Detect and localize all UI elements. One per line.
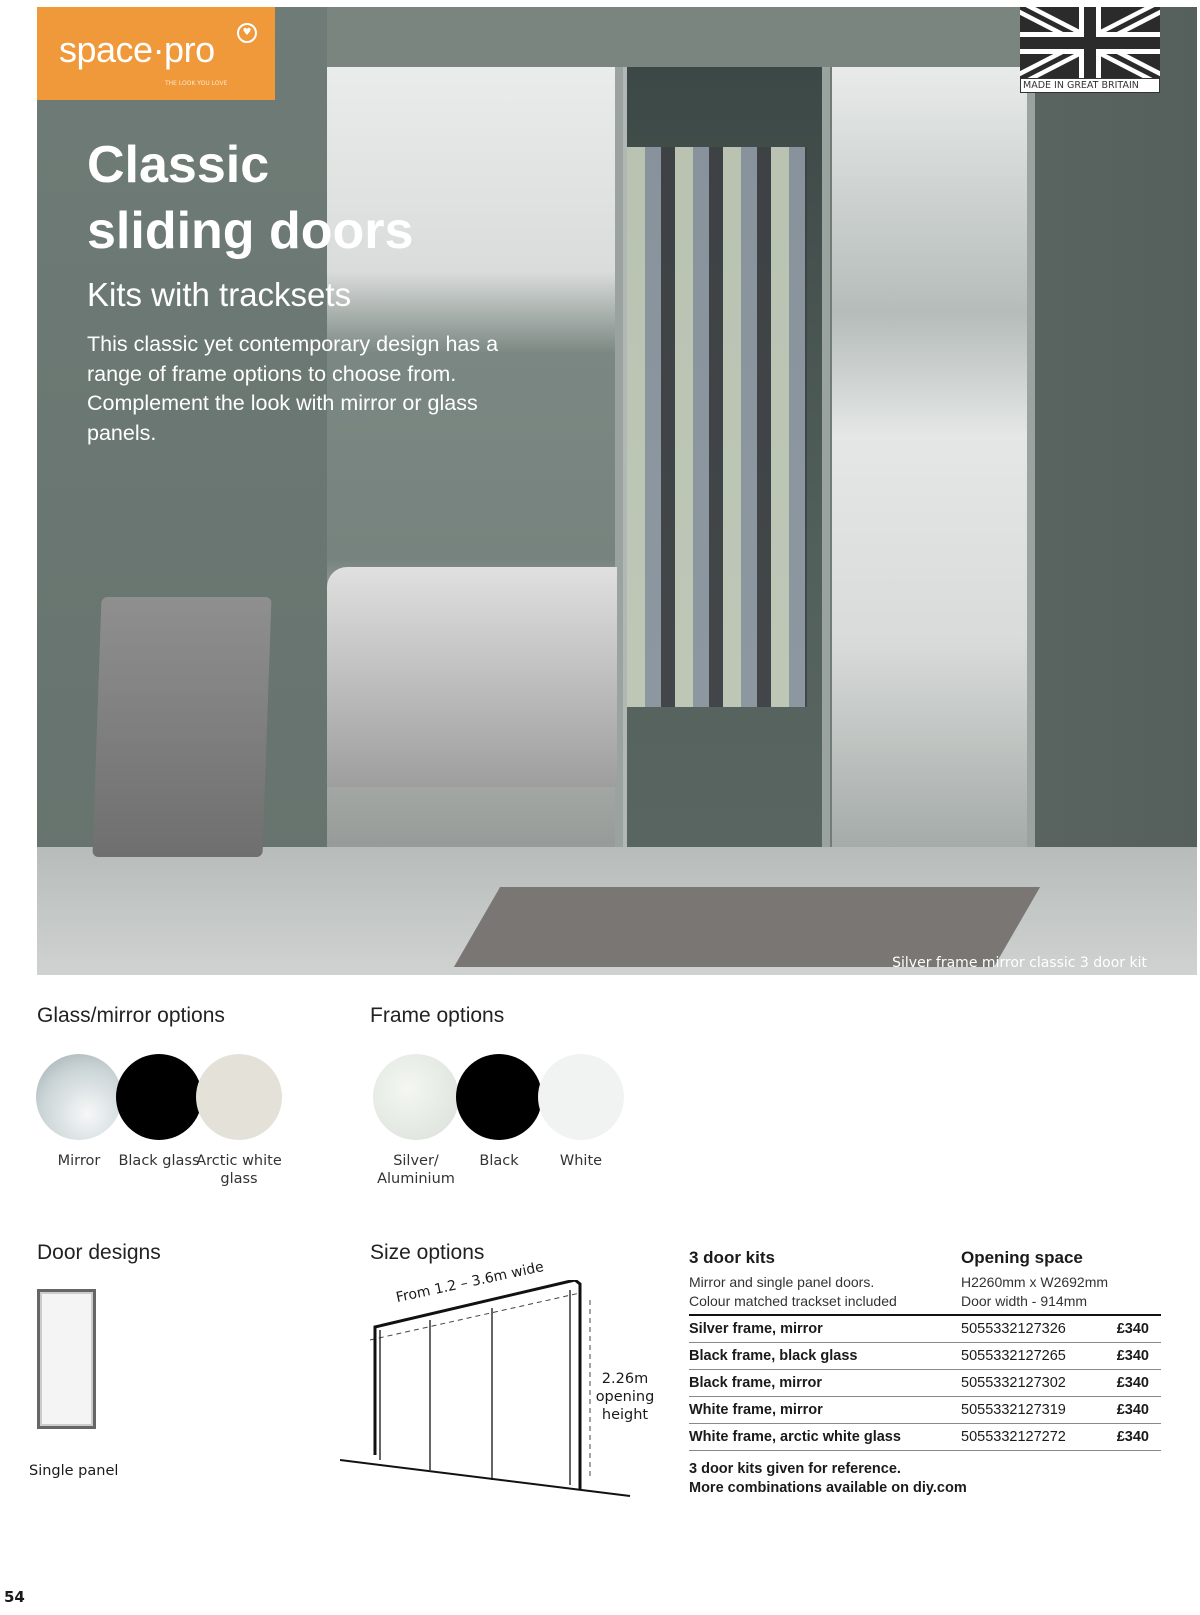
logo-text: space·pro: [59, 29, 215, 70]
mirror-door-right: [832, 67, 1032, 887]
kits-description: [689, 1273, 897, 1311]
glass-options-heading: Glass/mirror options: [37, 1004, 225, 1027]
swatch-label: Black: [479, 1153, 519, 1169]
title-line: Classic: [87, 136, 270, 194]
kit-name: Silver frame, mirror: [689, 1321, 823, 1337]
arctic-white-glass-swatch: [196, 1054, 282, 1140]
kit-name: Black frame, black glass: [689, 1348, 858, 1364]
swatch-label: White: [559, 1153, 603, 1169]
table-row: [689, 1370, 1161, 1397]
note-line: 3 door kits given for reference.: [689, 1461, 901, 1477]
photo-caption: Silver frame mirror classic 3 door kit: [892, 955, 1147, 971]
single-panel-door-icon: [37, 1289, 96, 1429]
height-label-line: height: [601, 1407, 649, 1423]
door-designs-heading: Door designs: [37, 1241, 161, 1264]
kit-name: White frame, arctic white glass: [689, 1429, 901, 1445]
page-title: [87, 132, 413, 264]
opening-line: H2260mm x W2692mm: [961, 1274, 1109, 1290]
table-row: [689, 1424, 1161, 1451]
door-frame: [1027, 62, 1035, 892]
opening-heading: Opening space: [961, 1248, 1083, 1267]
hanging-clothes: [627, 147, 807, 707]
kits-table: [689, 1248, 1161, 1508]
kit-code: 5055332127302: [961, 1375, 1066, 1391]
door-frame: [822, 62, 830, 892]
title-line: sliding doors: [87, 202, 414, 260]
track: [327, 7, 1087, 67]
size-options-heading: Size options: [370, 1241, 485, 1264]
swatch-label: Silver/ Aluminium: [377, 1153, 455, 1187]
kit-code: 5055332127326: [961, 1321, 1066, 1337]
made-in-gb-label: MADE IN GREAT BRITAIN: [1020, 78, 1160, 93]
kit-price: £340: [1116, 1429, 1149, 1445]
union-flag-badge: [1020, 7, 1160, 93]
height-label-line: 2.26m: [601, 1371, 649, 1387]
door-design-label: Single panel: [29, 1463, 119, 1479]
page-number: 54: [4, 1588, 25, 1606]
swatch-label: Mirror: [57, 1153, 101, 1169]
union-flag-icon: [1020, 7, 1160, 79]
swatch-label: Arctic white glass: [196, 1153, 282, 1187]
kit-code: 5055332127265: [961, 1348, 1066, 1364]
desc-line: Colour matched trackset included: [689, 1293, 897, 1309]
description: This classic yet contemporary design has a range of frame options to choose from. Complement the look with mirror or glass panels.: [87, 332, 499, 445]
kits-heading: 3 door kits: [689, 1248, 775, 1267]
table-row: [689, 1316, 1161, 1343]
kit-price: £340: [1116, 1402, 1149, 1418]
kits-note: [689, 1460, 967, 1498]
bed-reflection: [327, 567, 617, 787]
table-row: [689, 1397, 1161, 1424]
desc-line: Mirror and single panel doors.: [689, 1274, 875, 1290]
kit-price: £340: [1116, 1375, 1149, 1391]
white-frame-swatch: [538, 1054, 624, 1140]
kit-price: £340: [1116, 1321, 1149, 1337]
chair: [92, 597, 271, 857]
black-frame-swatch: [456, 1054, 542, 1140]
note-line: More combinations available on diy.com: [689, 1480, 967, 1496]
height-label: [592, 1370, 658, 1424]
kit-name: White frame, mirror: [689, 1402, 823, 1418]
table-row: [689, 1343, 1161, 1370]
height-label-line: opening: [595, 1389, 655, 1405]
kit-code: 5055332127319: [961, 1402, 1066, 1418]
width-label: From 1.2 – 3.6m wide: [394, 1259, 546, 1306]
opening-details: [961, 1273, 1108, 1311]
mirror-swatch: [36, 1054, 122, 1140]
opening-line: Door width - 914mm: [961, 1293, 1088, 1309]
kit-name: Black frame, mirror: [689, 1375, 822, 1391]
heart-icon: ♥: [237, 23, 257, 43]
silver-frame-swatch: [373, 1054, 459, 1140]
swatch-label: Black glass: [118, 1153, 200, 1169]
kit-price: £340: [1116, 1348, 1149, 1364]
subtitle: Kits with tracksets: [87, 276, 352, 313]
black-glass-swatch: [116, 1054, 202, 1140]
frame-options-heading: Frame options: [370, 1004, 505, 1027]
logo-tagline: THE LOOK YOU LOVE: [165, 80, 228, 87]
kit-code: 5055332127272: [961, 1429, 1066, 1445]
spacepro-logo: [37, 7, 275, 100]
